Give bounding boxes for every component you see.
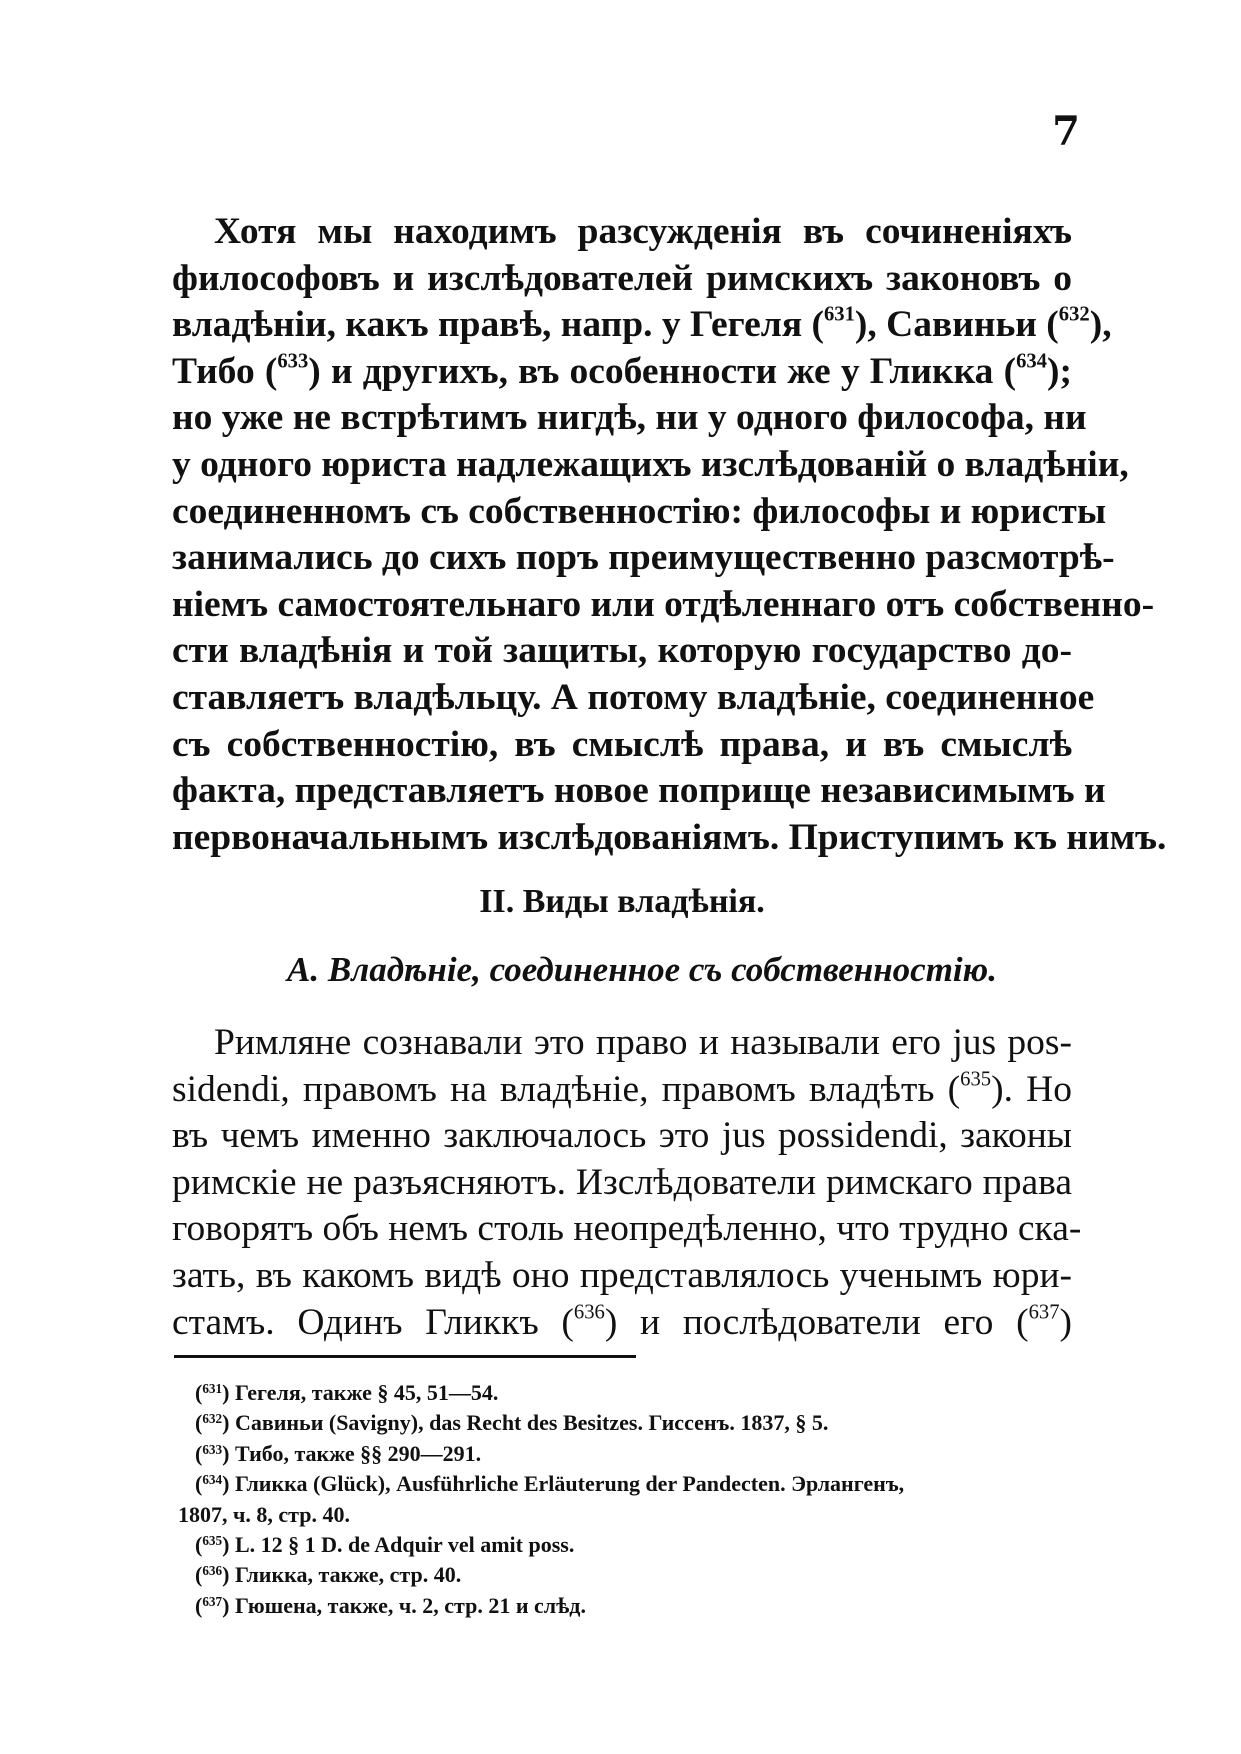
text-line: зать, въ какомъ видѣ оно представлялось ученымъ юри- [172,1254,1072,1296]
footnote-number: ($^{634}$) [195,1471,235,1497]
footnote-item [178,1378,1078,1408]
section-heading: II. Виды владѣнія. [479,883,765,920]
text-line: ніемъ самостоятельнаго или отдѣленнаго отъ собственно- [172,583,1155,625]
footnote-ref: 637 [1028,1301,1060,1324]
footnote-number: ($^{637}$) [195,1592,235,1618]
footnote-number: ($^{633}$) [195,1440,235,1466]
footnote-text: 1807, ч. 8, стр. 40. [178,1501,350,1527]
text-line: sidendi, правомъ на владѣніе, правомъ владѣть ($^{635}$). Но [172,1068,1072,1110]
footnote-item [178,1591,1078,1621]
footnote-item [178,1500,1078,1530]
footnote-item [178,1439,1078,1469]
footnote-number: ($^{632}$) [195,1410,235,1436]
footnote-item [178,1469,1078,1499]
text-line: первоначальнымъ изслѣдованіямъ. Приступимъ къ нимъ. [172,816,1167,858]
footnote-item [178,1408,1078,1438]
text-line: соединенномъ съ собственностію: философы и юристы [172,490,1107,532]
text-line: факта, представляетъ новое поприще независимымъ и [172,770,1106,812]
footnote-text: Гегеля, также § 45, 51—54. [234,1380,499,1405]
footnote-text: L. 12 § 1 D. de Adquir vel amit poss. [234,1532,575,1558]
subsection-heading: А. Владѣніе, соединенное съ собственностію. [287,950,997,989]
footnote-item [178,1560,1078,1590]
footnote-divider [174,1355,636,1358]
footnote-ref: 636 [573,1301,605,1324]
footnote-number: ($^{636}$) [195,1562,235,1588]
text-line: но уже не встрѣтимъ нигдѣ, ни у одного философа, ни [172,397,1087,439]
text-line: философовъ и изслѣдователей римскихъ законовъ о [172,257,1072,299]
text-line: въ чемъ именно заключалось это jus possidendi, законы [172,1115,1072,1157]
footnote-text: Савиньи (Savigny), das Recht des Besitzes. Гиссенъ. 1837, § 5. [234,1410,829,1436]
footnote-text: Гликка (Glück), Ausführliche Erläuterung der Pandecten. Эрлангенъ, [234,1471,905,1497]
footnote-item [178,1530,1078,1560]
page-number: 7 [1052,108,1080,155]
text-line: сти владѣнія и той защиты, которую государство до- [172,630,1072,672]
text-line: говорятъ объ немъ столь неопредѣленно, что трудно ска- [172,1208,1082,1250]
text-line: стамъ. Одинъ Гликкъ ($^{636}$) и послѣдователи его ($^{637}$) [172,1301,1072,1343]
text-line: владѣніи, какъ правѣ, напр. у Гегеля ($^{631}$), Савиньи ($^{632}$), [172,303,1112,346]
paragraph-intro [172,209,1167,861]
footnote-number: ($^{631}$) [195,1380,235,1405]
text-line: занимались до сихъ поръ преимущественно разсмотрѣ- [172,537,1115,579]
text-line: ставляетъ владѣльцу. А потому владѣніе, соединенное [172,676,1095,718]
footnote-number: ($^{635}$) [195,1532,235,1558]
text-line: у одного юриста надлежащихъ изслѣдованій о владѣніи, [172,443,1129,485]
paragraph-jus-possidendi [172,1020,1082,1346]
footnote-text: Гюшена, также, ч. 2, стр. 21 и слѣд. [234,1592,586,1618]
footnotes [178,1378,1078,1621]
text-line: съ собственностію, въ смыслѣ права, и въ смыслѣ [172,723,1072,765]
footnote-ref: 632 [1058,303,1090,326]
footnote-ref: 634 [1016,350,1047,373]
footnote-ref: 631 [823,303,855,326]
footnote-ref: 635 [960,1068,992,1091]
text-line: Римляне сознавали это право и называли его jus pos- [214,1022,1072,1063]
footnote-text: Тибо, также §§ 290—291. [234,1440,482,1466]
text-line: Тибо ($^{633}$) и другихъ, въ особенности же у Гликка ($^{634}$); [172,350,1072,392]
text-line: римскіе не разъясняютъ. Изслѣдователи римскаго права [172,1161,1072,1203]
footnote-text: Гликка, также, стр. 40. [234,1562,462,1588]
text-line: Хотя мы находимъ разсужденія въ сочиненіяхъ [214,211,1072,252]
footnote-ref: 633 [277,350,309,373]
